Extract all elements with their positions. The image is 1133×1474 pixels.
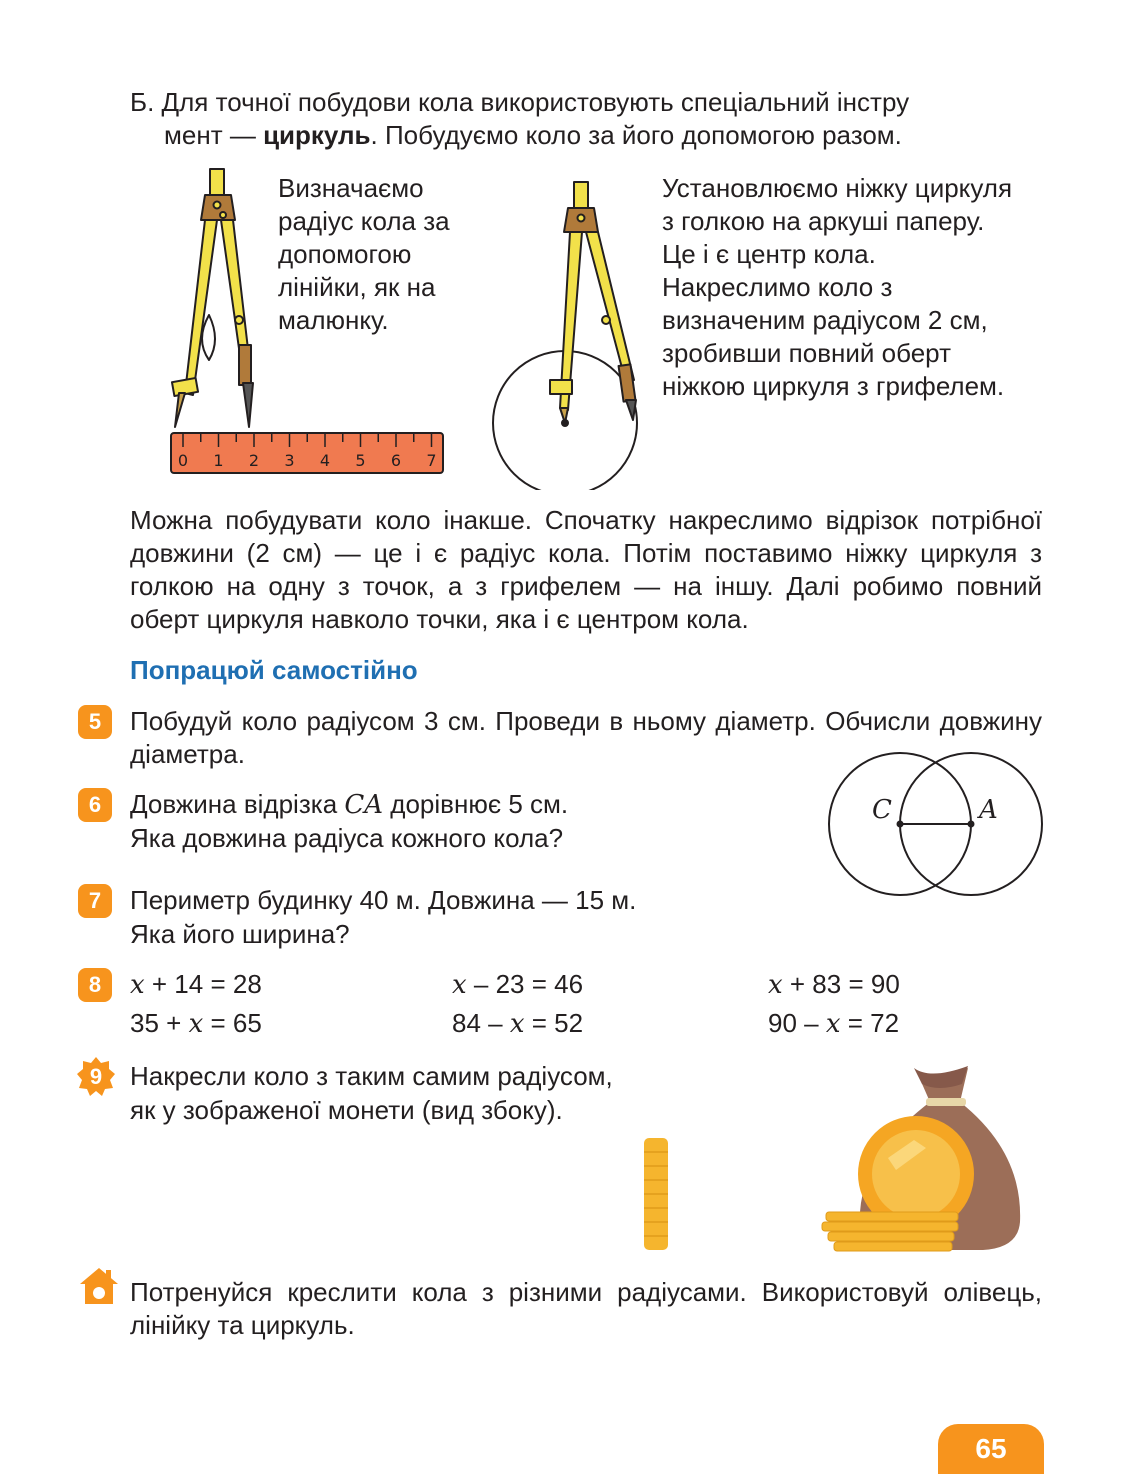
task-6-line2: Яка довжина радіуса кожного кола? xyxy=(130,823,564,853)
task-6-line1 xyxy=(130,788,730,822)
label-a: A xyxy=(979,795,998,825)
task-8-badge: 8 xyxy=(78,968,112,1002)
label-c: C xyxy=(872,795,892,825)
segment-ca-label: CA xyxy=(344,790,384,820)
task-6-badge: 6 xyxy=(78,788,112,822)
homework-text: Потренуйся креслити кола з різними радіусами. Використовуй олівець, лінійку та циркуль. xyxy=(130,1277,1042,1340)
section-b-label: Б. xyxy=(130,87,155,117)
section-b-line1-text: Для точної побудови кола використовують спеціальний інстру xyxy=(161,87,910,117)
equation-3: x + 83 = 90 xyxy=(768,969,900,1000)
step2-text: Установлюємо ніжку циркуля з голкою на аркуші паперу. Це і є центр кола. Накреслимо коло з визначеним радіусом 2 см, зробивши повний оберт ніжкою циркуля з грифелем. xyxy=(662,173,1013,401)
home-icon xyxy=(78,1266,120,1306)
page-number: 65 xyxy=(938,1424,1044,1474)
section-b-line2 xyxy=(164,119,1044,152)
ruler-label: 4 xyxy=(319,451,331,470)
equation-6: 90 – x = 72 xyxy=(768,1008,900,1039)
task-9-badge: 9 xyxy=(89,1064,103,1089)
section-b-line1 xyxy=(130,86,1032,119)
ruler-label: 5 xyxy=(355,451,366,470)
compass-icon xyxy=(172,169,253,427)
equation-4: 35 + x = 65 xyxy=(130,1008,262,1039)
coin-side-view xyxy=(642,1136,670,1252)
section-b-line2-suffix: . Побудуємо коло за його допомогою разом. xyxy=(370,120,902,150)
task-9-line2: як у зображеної монети (вид збоку). xyxy=(130,1095,563,1125)
ruler-label: 7 xyxy=(426,451,437,470)
compass-icon xyxy=(550,182,636,423)
alt-method-paragraph: Можна побудувати коло інакше. Спочатку накреслимо відрізок потрібної довжини (2 см) — це і є радіус кола. Потім поставимо ніжку циркуля з голкою на одну з точок, а з грифелем — на іншу. Далі робимо повний оберт циркуля навколо точки, яка і є центром кола. xyxy=(130,505,1042,634)
ruler-label: 2 xyxy=(248,451,260,470)
compass-circle-illustration xyxy=(488,180,648,490)
equation-5: 84 – x = 52 xyxy=(452,1008,584,1039)
ruler-label: 0 xyxy=(177,451,189,470)
task-6-line1-b: дорівнює 5 см. xyxy=(383,789,569,819)
ruler-label: 3 xyxy=(284,451,295,470)
equation-1: x + 14 = 28 xyxy=(130,969,262,1000)
section-heading: Попрацюй самостійно xyxy=(130,655,418,685)
task-7-line2: Яка його ширина? xyxy=(130,919,350,949)
task-9-line1: Накресли коло з таким самим радіусом, xyxy=(130,1061,613,1091)
section-b-line2-prefix: мент — xyxy=(164,120,264,150)
task-5-text: Побудуй коло радіусом 3 см. Проведи в ньому діаметр. Обчисли довжину діаметра. xyxy=(130,706,1042,769)
ruler-label: 1 xyxy=(213,451,224,470)
step1-text: Визначаємо радіус кола за допомогою лінійки, як на малюнку. xyxy=(278,173,450,335)
point-a xyxy=(968,821,975,828)
equation-2: x – 23 = 46 xyxy=(452,969,584,1000)
money-bag-illustration xyxy=(818,1062,1028,1254)
task-6-line1-a: Довжина відрізка xyxy=(130,789,345,819)
task-7-badge: 7 xyxy=(78,884,112,918)
ruler-label: 6 xyxy=(390,451,402,470)
two-circles-diagram xyxy=(826,752,1046,902)
task-7-line1: Периметр будинку 40 м. Довжина — 15 м. xyxy=(130,885,637,915)
task-5-badge: 5 xyxy=(78,705,112,739)
term-compass: циркуль xyxy=(263,120,371,150)
point-c xyxy=(897,821,904,828)
